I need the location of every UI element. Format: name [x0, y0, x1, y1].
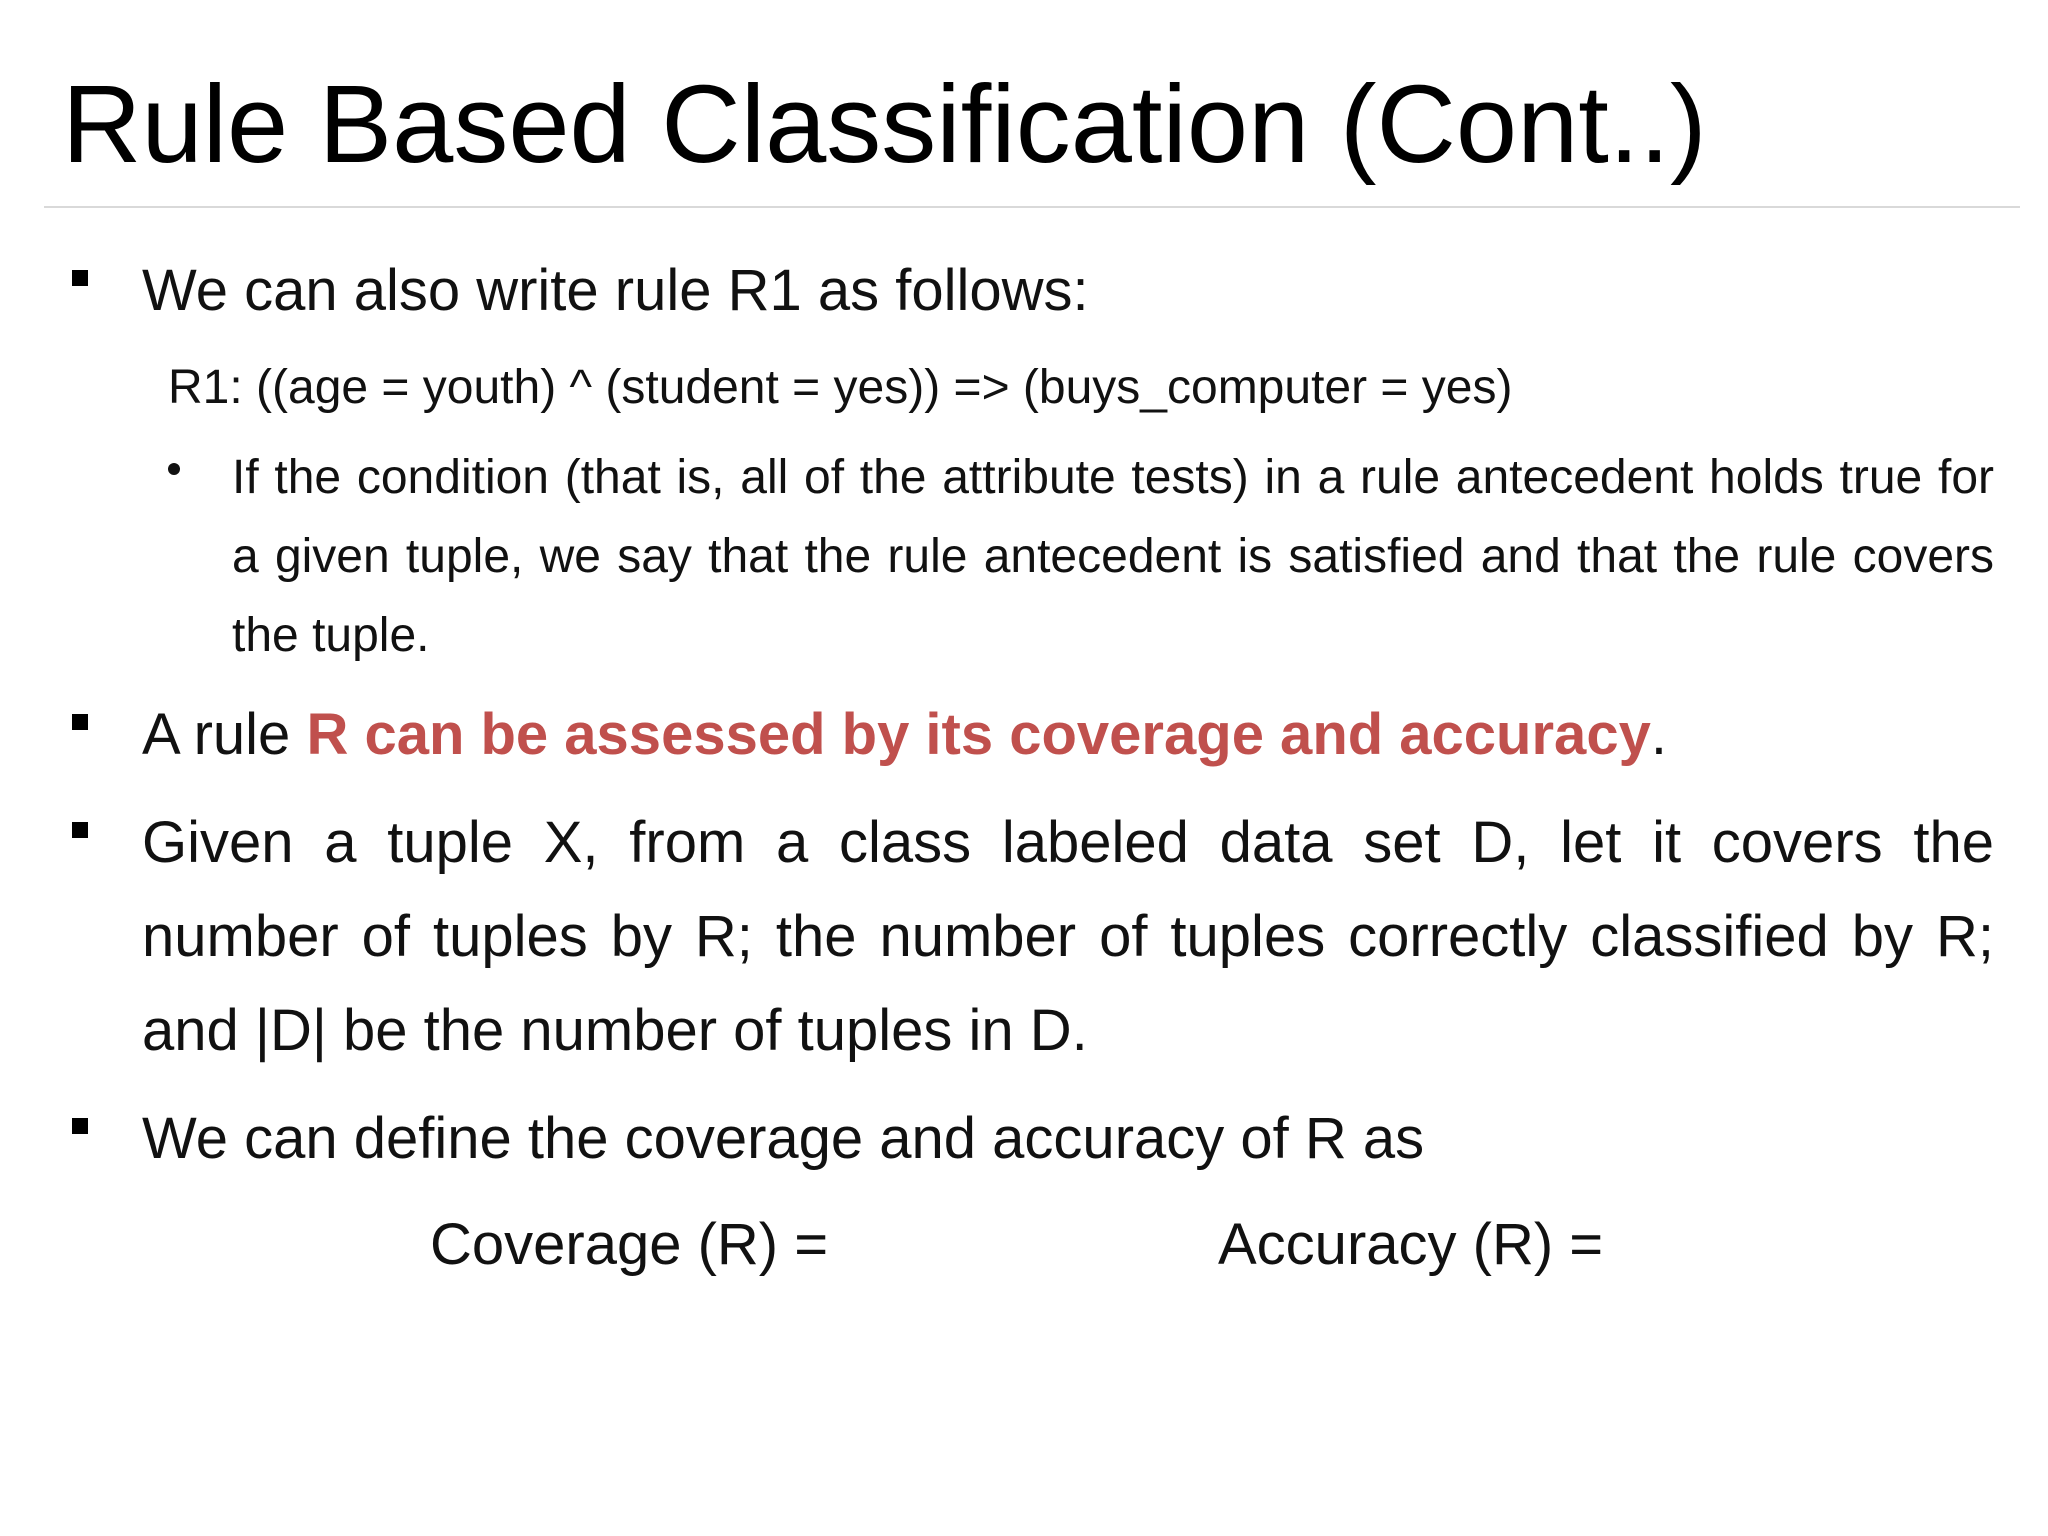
bullet-square-icon	[72, 714, 88, 730]
bullet-1-text: We can also write rule R1 as follows:	[142, 258, 1089, 323]
bullet-4-text: We can define the coverage and accuracy of R as	[142, 1106, 1425, 1171]
accuracy-formula: Accuracy (R) =	[1218, 1212, 1604, 1277]
slide-title: Rule Based Classification (Cont..)	[62, 63, 1707, 186]
bullet-2-suffix: .	[1650, 702, 1667, 767]
bullet-2-prefix: A rule	[142, 702, 307, 767]
sub-bullet-text: If the condition (that is, all of the attribute tests) in a rule antecedent holds true for a given tuple, we say that the rule antecedent is satisfied and that the rule covers the tuple.	[232, 451, 1994, 662]
bullet-square-icon	[72, 822, 88, 838]
bullet-3-text: Given a tuple X, from a class labeled data set D, let it covers the number of tuples by R; the number of tuples correctly classified by R; and |D| be the number of tuples in D.	[142, 810, 1994, 1063]
bullet-square-icon	[72, 1118, 88, 1134]
bullet-square-icon	[72, 270, 88, 286]
round-bullet-icon	[168, 463, 180, 475]
coverage-formula: Coverage (R) =	[430, 1212, 829, 1277]
rule-r1: R1: ((age = youth) ^ (student = yes)) => (buys_computer = yes)	[168, 361, 1513, 414]
title-divider	[44, 206, 2020, 208]
bullet-2-highlight: R can be assessed by its coverage and accuracy	[306, 702, 1651, 767]
bullet-2-text	[142, 688, 1667, 782]
